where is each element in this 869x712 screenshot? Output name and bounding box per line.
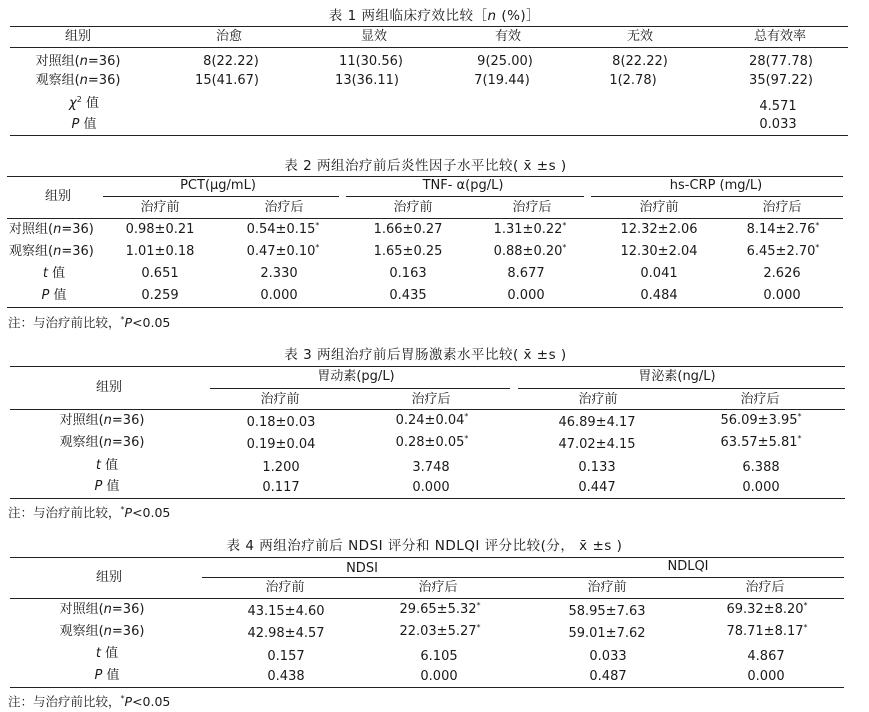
table-1-row-1-c1: 8(22.22) — [203, 54, 259, 69]
table-2-sub-2: 治疗后 — [264, 200, 304, 215]
table-1-top-rule — [10, 26, 848, 27]
table-2-row-4-label: P 值 — [41, 288, 67, 303]
table-4-sub-2: 治疗后 — [418, 580, 458, 595]
table-4-row-4-c3: 0.487 — [589, 669, 627, 684]
table-1-header-total: 总有效率 — [753, 29, 807, 44]
table-2-row-1-c3: 1.66±0.27 — [373, 222, 443, 237]
table-2-title: 表 2 两组治疗前后炎性因子水平比较( x̄ ±s ) — [284, 158, 567, 174]
table-4-row-1-c3: 58.95±7.63 — [568, 604, 646, 619]
table-4-note: 注：与治疗前比较，*P<0.05 — [8, 694, 171, 709]
table-3-note: 注：与治疗前比较，*P<0.05 — [8, 505, 171, 520]
table-2-row-1-c4: 1.31±0.22* — [493, 221, 567, 237]
table-3-header-motilin: 胃动素(pg/L) — [317, 369, 395, 384]
table-3-title: 表 3 两组治疗前后胃肠激素水平比较( x̄ ±s ) — [284, 347, 567, 363]
table-2-row-1-c2: 0.54±0.15* — [246, 221, 320, 237]
table-4-row-1-c1: 43.15±4.60 — [247, 604, 325, 619]
table-3-row-1-c2: 0.24±0.04* — [395, 412, 469, 428]
table-2-sub-6: 治疗后 — [762, 200, 802, 215]
table-4-sub-3: 治疗前 — [587, 580, 627, 595]
table-2-row-3-label: t 值 — [42, 266, 66, 281]
table-2-row-3-c4: 8.677 — [507, 266, 545, 281]
table-4-row-3-c1: 0.157 — [267, 649, 305, 664]
table-2-row-1-label: 对照组(n=36) — [9, 222, 94, 237]
table-3-row-3-c1: 1.200 — [262, 460, 300, 475]
table-2-row-2-c2: 0.47±0.10* — [246, 243, 320, 259]
table-3-header-gastrin: 胃泌素(ng/L) — [638, 369, 716, 384]
table-1-row-2-c5: 35(97.22) — [749, 73, 813, 88]
table-1-header-group: 组别 — [64, 29, 92, 44]
table-2-sub-4: 治疗后 — [512, 200, 552, 215]
table-4-row-1-c4: 69.32±8.20* — [726, 601, 808, 617]
table-2-header-rule — [7, 218, 843, 219]
table-1-row-1-c5: 28(77.78) — [749, 54, 813, 69]
table-3-group-rule-2 — [518, 388, 845, 389]
table-3-row-1-c3: 46.89±4.17 — [558, 415, 636, 430]
table-2-top-rule — [7, 176, 843, 177]
table-4-row-4-c1: 0.438 — [267, 669, 305, 684]
table-4-row-3-c3: 0.033 — [589, 649, 627, 664]
table-1-chi-value: 4.571 — [759, 99, 797, 114]
table-3-row-4-c3: 0.447 — [578, 480, 616, 495]
table-2-header-tnf: TNF- α(pg/L) — [422, 178, 504, 193]
table-2-note: 注：与治疗前比较，*P<0.05 — [8, 315, 171, 330]
table-2-header-pct: PCT(μg/mL) — [180, 178, 256, 193]
table-3-row-2-label: 观察组(n=36) — [59, 435, 145, 450]
table-2-bottom-rule — [7, 307, 843, 308]
table-2-row-2-c3: 1.65±0.25 — [373, 244, 443, 259]
table-1-row-1-label: 对照组(n=36) — [35, 54, 121, 69]
table-2-row-3-c1: 0.651 — [141, 266, 179, 281]
table-3-row-4-label: P 值 — [94, 479, 120, 494]
table-4-row-2-c2: 22.03±5.27* — [399, 623, 481, 639]
table-2-row-4-c1: 0.259 — [141, 288, 179, 303]
table-3-row-2-c3: 47.02±4.15 — [558, 437, 636, 452]
table-3-row-4-c4: 0.000 — [742, 480, 780, 495]
table-2-row-4-c3: 0.435 — [389, 288, 427, 303]
table-3-row-2-c1: 0.19±0.04 — [246, 437, 316, 452]
table-4-row-2-c3: 59.01±7.62 — [568, 626, 646, 641]
table-4-row-2-c1: 42.98±4.57 — [247, 626, 325, 641]
table-2-row-2-c1: 1.01±0.18 — [125, 244, 195, 259]
table-3-row-2-c4: 63.57±5.81* — [720, 434, 802, 450]
table-1-row-2-c2: 13(36.11) — [335, 73, 399, 88]
table-4-header-ndsi: NDSI — [346, 561, 378, 576]
table-3-sub-1: 治疗前 — [260, 392, 300, 407]
table-2-sub-5: 治疗前 — [639, 200, 679, 215]
table-2-group-rule-1 — [103, 196, 339, 197]
table-2-sub-3: 治疗前 — [393, 200, 433, 215]
table-3-row-4-c1: 0.117 — [262, 480, 300, 495]
table-3-row-1-c1: 0.18±0.03 — [246, 415, 316, 430]
table-1-row-2-label: 观察组(n=36) — [35, 73, 121, 88]
table-4-bottom-rule — [10, 687, 844, 688]
table-3-sub-2: 治疗后 — [411, 392, 451, 407]
table-4-row-4-c4: 0.000 — [747, 669, 785, 684]
table-1-header-invalid: 无效 — [626, 29, 654, 44]
table-2-row-2-label: 观察组(n=36) — [9, 244, 94, 259]
table-4-group-rule — [202, 577, 844, 578]
table-1-chi-label: $\chi^2$ 值 — [69, 95, 99, 111]
table-2-row-2-c4: 0.88±0.20* — [493, 243, 567, 259]
table-2-group-rule-2 — [346, 196, 584, 197]
table-3-bottom-rule — [10, 498, 845, 499]
table-2-row-3-c6: 2.626 — [763, 266, 801, 281]
table-4-sub-4: 治疗后 — [745, 580, 785, 595]
table-1-row-1-c4: 8(22.22) — [612, 54, 668, 69]
table-1-header-cure: 治愈 — [215, 29, 243, 44]
table-1-header-marked: 显效 — [360, 29, 388, 44]
table-3-row-3-label: t 值 — [95, 458, 119, 473]
table-2-row-2-c5: 12.30±2.04 — [620, 244, 698, 259]
table-4-header-ndlqi: NDLQI — [667, 559, 709, 574]
table-2-row-4-c6: 0.000 — [763, 288, 801, 303]
table-2-group-rule-3 — [591, 196, 843, 197]
table-4-row-4-label: P 值 — [94, 668, 120, 683]
table-2-row-3-c3: 0.163 — [389, 266, 427, 281]
table-3-sub-3: 治疗前 — [578, 392, 618, 407]
table-2-row-3-c5: 0.041 — [640, 266, 678, 281]
table-4-header-group: 组别 — [95, 570, 123, 585]
table-4-row-3-label: t 值 — [95, 646, 119, 661]
table-2-sub-1: 治疗前 — [140, 200, 180, 215]
table-4-row-1-c2: 29.65±5.32* — [399, 601, 481, 617]
table-1-row-2-c1: 15(41.67) — [195, 73, 259, 88]
table-3-header-rule — [10, 409, 845, 410]
table-3-row-2-c2: 0.28±0.05* — [395, 434, 469, 450]
table-3-group-rule-1 — [210, 388, 510, 389]
table-1-header-effective: 有效 — [494, 29, 522, 44]
table-3-top-rule — [10, 366, 845, 367]
table-3-row-3-c3: 0.133 — [578, 460, 616, 475]
table-1-row-1-c2: 11(30.56) — [339, 54, 403, 69]
table-3-sub-4: 治疗后 — [740, 392, 780, 407]
table-3-row-1-c4: 56.09±3.95* — [720, 412, 802, 428]
table-2-row-4-c2: 0.000 — [260, 288, 298, 303]
table-2-header-crp: hs-CRP (mg/L) — [669, 178, 763, 193]
table-1-row-2-c4: 1(2.78) — [609, 73, 657, 88]
table-1-p-label: P 值 — [71, 117, 97, 132]
table-1-title: 表 1 两组临床疗效比较［n (%)］ — [328, 8, 541, 24]
table-3-header-group: 组别 — [95, 380, 123, 395]
table-2-row-1-c5: 12.32±2.06 — [620, 222, 698, 237]
table-4-header-rule — [10, 598, 844, 599]
table-4-row-2-c4: 78.71±8.17* — [726, 623, 808, 639]
table-4-sub-1: 治疗前 — [265, 580, 305, 595]
table-2-row-3-c2: 2.330 — [260, 266, 298, 281]
table-4-row-4-c2: 0.000 — [420, 669, 458, 684]
table-4-row-3-c4: 4.867 — [747, 649, 785, 664]
table-2-row-1-c1: 0.98±0.21 — [125, 222, 195, 237]
table-1-bottom-rule — [10, 135, 848, 136]
table-1-row-2-c3: 7(19.44) — [474, 73, 530, 88]
table-2-row-4-c4: 0.000 — [507, 288, 545, 303]
table-1-row-1-c3: 9(25.00) — [477, 54, 533, 69]
table-1-p-value: 0.033 — [759, 117, 797, 132]
table-3-row-4-c2: 0.000 — [412, 480, 450, 495]
table-2-row-4-c5: 0.484 — [640, 288, 678, 303]
table-4-row-3-c2: 6.105 — [420, 649, 458, 664]
table-4-row-1-label: 对照组(n=36) — [59, 602, 145, 617]
table-3-row-3-c4: 6.388 — [742, 460, 780, 475]
table-2-row-1-c6: 8.14±2.76* — [746, 221, 820, 237]
table-3-row-1-label: 对照组(n=36) — [59, 413, 145, 428]
table-4-title: 表 4 两组治疗前后 NDSI 评分和 NDLQI 评分比较(分， x̄ ±s ) — [226, 538, 623, 554]
table-1-header-rule — [10, 47, 848, 48]
table-2-row-2-c6: 6.45±2.70* — [746, 243, 820, 259]
table-4-top-rule — [10, 557, 844, 558]
table-2-header-group: 组别 — [44, 189, 72, 204]
table-4-row-2-label: 观察组(n=36) — [59, 624, 145, 639]
table-3-row-3-c2: 3.748 — [412, 460, 450, 475]
